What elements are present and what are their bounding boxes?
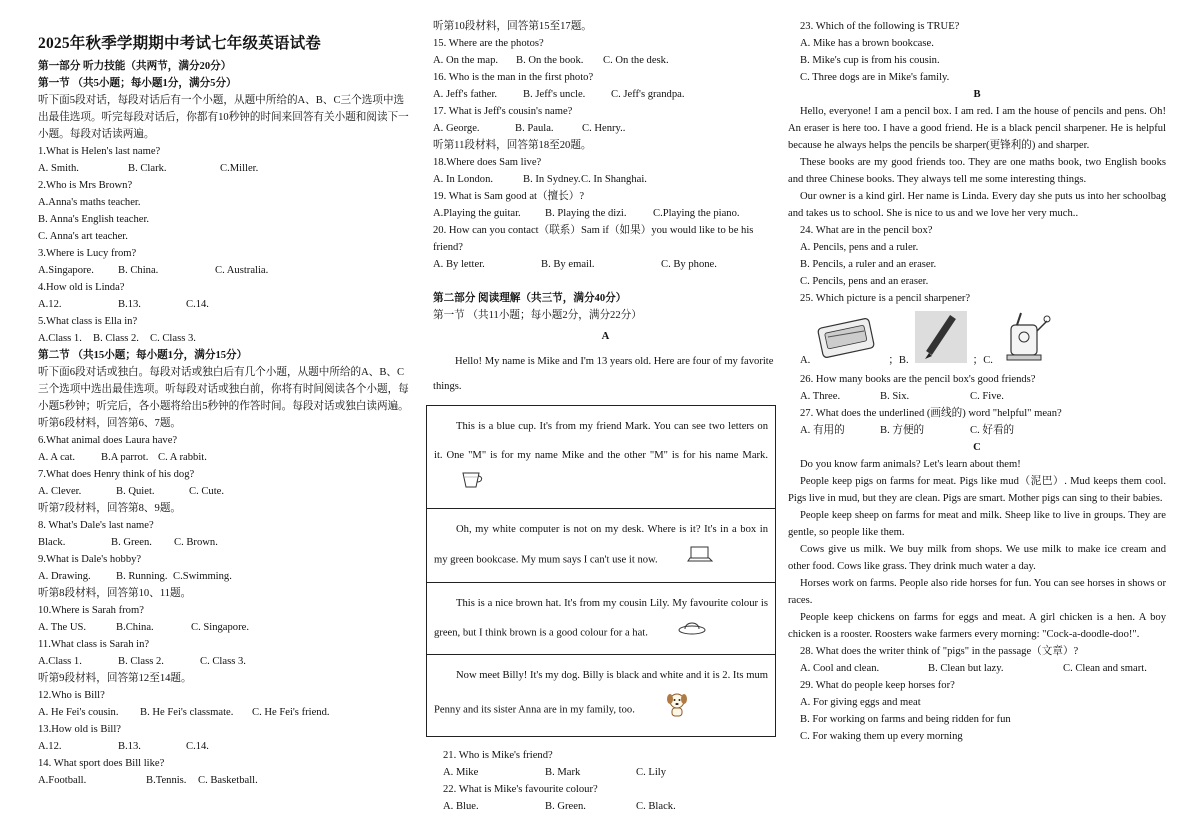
question-line: A.Anna's maths teacher. — [38, 197, 141, 208]
answer-option: A.Football. — [38, 775, 87, 786]
answer-option: B. Paula. — [515, 123, 554, 134]
answer-options — [38, 568, 410, 585]
answer-options — [433, 205, 778, 222]
answer-options — [38, 704, 410, 721]
answer-options — [800, 660, 1166, 677]
passage-a-box — [427, 655, 775, 736]
question-line: 19. What is Sam good at（擅长）? — [433, 191, 585, 202]
answer-option: A. The US. — [38, 622, 87, 633]
answer-option: A. 有用的 — [800, 425, 845, 436]
passage-a-box — [427, 583, 775, 655]
answer-options — [433, 86, 778, 103]
passage-paragraph: Cows give us milk. We buy milk from shops. We use milk to make ice cream and other food. Cows like grass. They drink much water a day. — [788, 544, 1166, 572]
listening-section — [38, 58, 410, 789]
passage-paragraph: Do you know farm animals? Let's learn about them! — [800, 459, 1021, 470]
answer-options — [38, 772, 410, 789]
answer-options — [38, 262, 410, 279]
sharpener-picture-options — [800, 311, 1166, 369]
answer-option: C. Class 3. — [200, 656, 246, 667]
pencil-box-picture — [816, 313, 878, 369]
answer-option: A.12. — [38, 741, 62, 752]
pencil-sharpener-picture — [999, 307, 1051, 369]
box-text: This is a nice brown hat. It's from my cousin Lily. My favourite colour is green, but I think brown is a good colour for a hat. — [434, 598, 768, 639]
answer-option: A. Drawing. — [38, 571, 91, 582]
answer-option: A. Mike — [443, 767, 479, 778]
answer-options — [38, 330, 410, 347]
answer-option: A. He Fei's cousin. — [38, 707, 119, 718]
answer-option: C. Lily — [636, 767, 667, 778]
passage-c-questions — [788, 643, 1166, 745]
question-line: B. Mike's cup is from his cousin. — [800, 55, 940, 66]
answer-options — [443, 764, 778, 781]
answer-option: B. Green. — [545, 801, 586, 812]
question-line: 29. What do people keep horses for? — [800, 680, 955, 691]
answer-option: C. He Fei's friend. — [252, 707, 330, 718]
answer-option: B. Playing the dizi. — [545, 208, 627, 219]
question-line: 12.Who is Bill? — [38, 690, 105, 701]
answer-option: A. By letter. — [433, 259, 485, 270]
answer-option: A.Class 1. — [38, 656, 82, 667]
question-line: 16. Who is the man in the first photo? — [433, 72, 594, 83]
answer-option: A. A cat. — [38, 452, 76, 463]
passage-paragraph: Horses work on farms. People also ride horses for fun. You can see horses in shows or races. — [788, 578, 1166, 606]
question-line: 13.How old is Bill? — [38, 724, 121, 735]
question-line: C. For waking them up every morning — [800, 731, 963, 742]
cup-icon — [438, 470, 484, 502]
answer-option: C. In Shanghai. — [581, 174, 647, 185]
option-c-label: ；C. — [972, 355, 993, 366]
answer-option: B. Jeff's uncle. — [523, 89, 586, 100]
box-text: Now meet Billy! It's my dog. Billy is black and white and it is 2. Its mum Penny and its sister Anna are in my family, too. — [434, 670, 768, 716]
answer-option: A. Smith. — [38, 163, 79, 174]
listening-section-continued — [433, 18, 778, 273]
passage-paragraph: People keep pigs on farms for meat. Pigs like mud（泥巴）. Mud keeps them cool. Pigs live in mud, but they are clean. Pigs are smart. Mother pigs can sing to their babies. — [788, 476, 1166, 504]
question-line: 17. What is Jeff's cousin's name? — [433, 106, 573, 117]
passage-paragraph: Our owner is a kind girl. Her name is Linda. Every day she puts us into her schoolbag and takes us to school. She is nice to us and we love her very much.. — [788, 191, 1166, 219]
answer-option: C. 好看的 — [970, 425, 1015, 436]
passage-a-box — [427, 509, 775, 583]
answer-option: B. By email. — [541, 259, 595, 270]
answer-option: B. He Fei's classmate. — [140, 707, 234, 718]
answer-option: B. 方便的 — [880, 425, 925, 436]
question-line: B. For working on farms and being ridden for fun — [800, 714, 1011, 725]
answer-option: B.A parrot. — [101, 452, 149, 463]
option-b-label: ；B. — [888, 355, 909, 366]
answer-option: A. In London. — [433, 174, 494, 185]
answer-option: C. Basketball. — [198, 775, 258, 786]
question-line: 26. How many books are the pencil box's good friends? — [800, 374, 1036, 385]
question-line: C. Pencils, pens and an eraser. — [800, 276, 929, 287]
answer-option: B.13. — [118, 741, 141, 752]
answer-option: C.Swimming. — [173, 571, 232, 582]
answer-option: B. Six. — [880, 391, 910, 402]
answer-option: C. On the desk. — [603, 55, 669, 66]
answer-option: B.13. — [118, 299, 141, 310]
answer-options — [800, 422, 1166, 439]
answer-option: C.Playing the piano. — [653, 208, 740, 219]
question-line: 11.What class is Sarah in? — [38, 639, 150, 650]
passage-a-intro: Hello! My name is Mike and I'm 13 years old. Here are four of my favorite things. — [433, 356, 774, 392]
question-line: 15. Where are the photos? — [433, 38, 544, 49]
question-line: 5.What class is Ella in? — [38, 316, 138, 327]
answer-option: C. Five. — [970, 391, 1004, 402]
question-line: 听第6段材料，回答第6、7题。 — [38, 418, 182, 429]
dog-icon — [642, 690, 690, 730]
question-line: 听第11段材料，回答第18至20题。 — [433, 140, 592, 151]
passage-a-questions — [433, 747, 778, 815]
answer-option: A.Class 1. — [38, 333, 82, 344]
answer-option: A. On the map. — [433, 55, 499, 66]
answer-options — [433, 120, 778, 137]
question-line: C. Three dogs are in Mike's family. — [800, 72, 950, 83]
answer-option: B. On the book. — [516, 55, 584, 66]
question-line: 听第8段材料，回答第10、11题。 — [38, 588, 192, 599]
passage-b-more-questions — [788, 371, 1166, 439]
question-line: 听下面6段对话或独白。每段对话或独白后有几个小题，从题中所给的A、B、C三个选项中选出最佳选项。听每段对话或独白前，你将有时间阅读各个小题，每小题5秒钟；听完后，各小题将给出5秒钟的作答时间。每段对话或独白读两遍。 — [38, 367, 409, 412]
question-line: B. Pencils, a ruler and an eraser. — [800, 259, 937, 270]
answer-option: A. George. — [433, 123, 480, 134]
question-line: 25. Which picture is a pencil sharpener? — [800, 293, 971, 304]
question-line: 27. What does the underlined (画线的) word "helpful" mean? — [800, 408, 1062, 419]
answer-options — [433, 171, 778, 188]
passage-paragraph: Hello, everyone! I am a pencil box. I am red. I am the house of pencils and pens. Oh! An eraser is here too. I have a good friend. He is a black pencil sharpener. He is helpful because he always helps the pencils be sharper(更锋利的) and sharper. — [788, 106, 1166, 151]
answer-option: C. Brown. — [174, 537, 218, 548]
answer-option: B. Green. — [111, 537, 152, 548]
question-line: 3.Where is Lucy from? — [38, 248, 137, 259]
question-line: 24. What are in the pencil box? — [800, 225, 933, 236]
answer-options — [433, 52, 778, 69]
passage-paragraph: People keep chickens on farms for eggs and meat. A girl chicken is a hen. A boy chicken is a rooster. Roosters wake farmers every morning: "Cock-a-doodle-doo!". — [788, 612, 1166, 640]
answer-options — [800, 388, 1166, 405]
answer-option: A.Playing the guitar. — [433, 208, 521, 219]
answer-option: B.Tennis. — [146, 775, 187, 786]
question-line: 21. Who is Mike's friend? — [443, 750, 553, 761]
answer-option: C. Class 3. — [150, 333, 196, 344]
question-line: 听第7段材料，回答第8、9题。 — [38, 503, 182, 514]
passage-c — [788, 456, 1166, 643]
answer-option: B. Mark — [545, 767, 581, 778]
passage-b — [788, 103, 1166, 222]
answer-options — [38, 738, 410, 755]
answer-option: A. Clever. — [38, 486, 82, 497]
answer-options — [443, 798, 778, 815]
answer-option: C. Cute. — [189, 486, 225, 497]
question-line: 8. What's Dale's last name? — [38, 520, 154, 531]
passage-b-questions — [788, 222, 1166, 307]
question-line: 14. What sport does Bill like? — [38, 758, 165, 769]
passage-b-label: B — [973, 89, 981, 100]
answer-option: Black. — [38, 537, 66, 548]
answer-option: A. Three. — [800, 391, 841, 402]
answer-option: C. By phone. — [661, 259, 717, 270]
question-line: 9.What is Dale's hobby? — [38, 554, 142, 565]
answer-option: C.14. — [186, 741, 209, 752]
answer-option: C. Australia. — [215, 265, 269, 276]
answer-options — [38, 483, 410, 500]
answer-option: B. In Sydney. — [523, 174, 581, 185]
answer-option: A. Blue. — [443, 801, 479, 812]
passage-a-boxes — [426, 405, 776, 737]
answer-option: C. Henry.. — [582, 123, 626, 134]
answer-option: C. A rabbit. — [158, 452, 207, 463]
box-text: Oh, my white computer is not on my desk. Where is it? It's in a box in my green bookcase. My mum says I can't use it now. — [434, 524, 768, 566]
question-line: 18.Where does Sam live? — [433, 157, 542, 168]
question-line: B. Anna's English teacher. — [38, 214, 150, 225]
section-heading: 第一部分 听力技能（共两节，满分20分） — [38, 61, 232, 72]
answer-option: B. Clark. — [128, 163, 167, 174]
question-line: 23. Which of the following is TRUE? — [800, 21, 960, 32]
question-line: A. For giving eggs and meat — [800, 697, 921, 708]
answer-option: B. Running. — [116, 571, 168, 582]
answer-options — [38, 534, 410, 551]
answer-option: C.14. — [186, 299, 209, 310]
answer-option: C. Black. — [636, 801, 676, 812]
exam-title: 2025年秋季学期期中考试七年级英语试卷 — [38, 35, 322, 52]
answer-option: C. Singapore. — [191, 622, 249, 633]
question-line: 2.Who is Mrs Brown? — [38, 180, 133, 191]
question-line: 20. How can you contact（联系）Sam if（如果）you would like to be his friend? — [433, 225, 754, 253]
question-line: 4.How old is Linda? — [38, 282, 125, 293]
option-a-label: A. — [800, 355, 811, 366]
column-middle — [433, 18, 778, 815]
question-line: 听第9段材料，回答第12至14题。 — [38, 673, 192, 684]
answer-option: C. Jeff's grandpa. — [611, 89, 685, 100]
question-line: 28. What does the writer think of "pigs" in the passage（文章）? — [800, 646, 1079, 657]
question-line: 7.What does Henry think of his dog? — [38, 469, 195, 480]
answer-option: A.Singapore. — [38, 265, 94, 276]
laptop-icon — [664, 544, 714, 576]
section-heading: 第一节 （共5小题；每小题1分，满分5分） — [38, 78, 237, 89]
answer-option: B.China. — [116, 622, 154, 633]
column-left — [38, 18, 410, 789]
reading-part-heading: 第二部分 阅读理解（共三节，满分40分） — [433, 293, 627, 304]
question-line: 10.Where is Sarah from? — [38, 605, 144, 616]
passage-a-box — [427, 406, 775, 509]
answer-option: A. Jeff's father. — [433, 89, 498, 100]
question-line: 1.What is Helen's last name? — [38, 146, 161, 157]
answer-option: C. Clean and smart. — [1063, 663, 1147, 674]
answer-options — [433, 256, 778, 273]
answer-option: B. China. — [118, 265, 159, 276]
passage-paragraph: People keep sheep on farms for meat and milk. Sheep like to live in groups. They are gentle, so people like them. — [788, 510, 1166, 538]
hat-icon — [655, 618, 707, 648]
box-text: This is a blue cup. It's from my friend Mark. You can see two letters on it. One "M" is for my name Mike and the other "M" is for his name Mark. — [434, 421, 768, 461]
column-right — [788, 18, 1166, 745]
answer-options — [38, 449, 410, 466]
question-line: A. Mike has a brown bookcase. — [800, 38, 934, 49]
question-line: 听第10段材料，回答第15至17题。 — [433, 21, 592, 32]
section-heading: 第二节 （共15小题；每小题1分，满分15分） — [38, 350, 248, 361]
answer-options — [38, 160, 410, 177]
question-line: A. Pencils, pens and a ruler. — [800, 242, 919, 253]
question-line: C. Anna's art teacher. — [38, 231, 128, 242]
answer-option: C.Miller. — [220, 163, 259, 174]
question-line: 22. What is Mike's favourite colour? — [443, 784, 598, 795]
passage-paragraph: These books are my good friends too. They are one maths book, two English books and three Chinese books. They always tell me some interesting things. — [788, 157, 1166, 185]
answer-options — [38, 296, 410, 313]
answer-option: B. Quiet. — [116, 486, 155, 497]
answer-option: B. Clean but lazy. — [928, 663, 1004, 674]
passage-a-label: A — [601, 331, 610, 342]
passage-a-question-23 — [788, 18, 1166, 86]
answer-option: B. Class 2. — [93, 333, 139, 344]
question-line: 6.What animal does Laura have? — [38, 435, 178, 446]
reading-section-1-heading: 第一节 （共11小题；每小题2分，满分22分） — [433, 310, 642, 321]
answer-option: B. Class 2. — [118, 656, 164, 667]
question-line: 听下面5段对话，每段对话后有一个小题，从题中所给的A、B、C三个选项中选出最佳选项。听完每段对话后，你都有10秒钟的时间来回答有关小题和阅读下一小题。每段对话读两遍。 — [38, 95, 409, 140]
answer-options — [38, 653, 410, 670]
answer-option: A. Cool and clean. — [800, 663, 880, 674]
passage-c-label: C — [973, 442, 981, 453]
answer-option: A.12. — [38, 299, 62, 310]
pencil-picture — [915, 311, 967, 369]
answer-options — [38, 619, 410, 636]
